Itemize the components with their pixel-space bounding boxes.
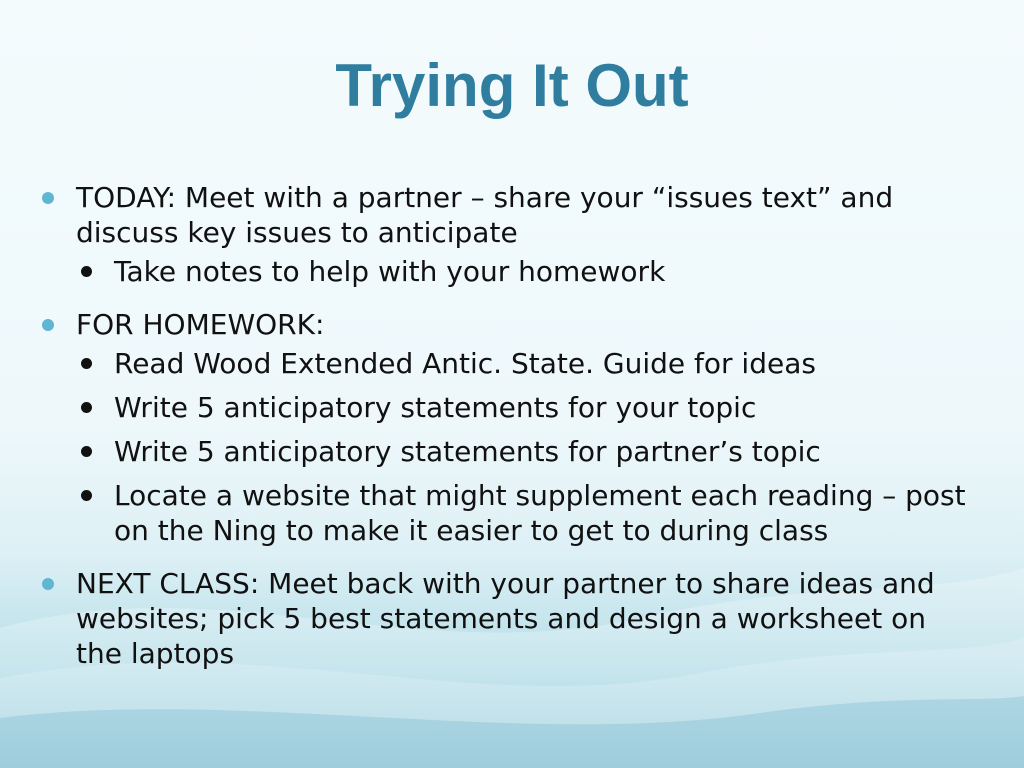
slide-title: Trying It Out [335, 52, 689, 119]
bullet-dot-icon [42, 578, 54, 590]
sub-bullet-item [76, 254, 980, 289]
slide-body [40, 180, 980, 689]
bullet-dot-icon [42, 319, 54, 331]
bullet-homework [40, 307, 980, 548]
sub-bullet-text: Write 5 anticipatory statements for partner’s topic [114, 435, 821, 468]
sub-bullet-dot-icon [81, 266, 92, 277]
sub-bullet-text: Read Wood Extended Antic. State. Guide for ideas [114, 347, 816, 380]
sub-bullet-dot-icon [81, 402, 92, 413]
sub-bullet-dot-icon [81, 446, 92, 457]
sub-bullet-text: Take notes to help with your homework [114, 255, 666, 288]
sub-bullet-dot-icon [81, 490, 92, 501]
bullet-next-class [40, 566, 980, 671]
sub-bullet-text: Write 5 anticipatory statements for your topic [114, 391, 757, 424]
sub-bullet-text: Locate a website that might supplement each reading – post on the Ning to make it easier to get to during class [114, 479, 966, 547]
bullet-text: FOR HOMEWORK: [76, 308, 325, 341]
bullet-text: NEXT CLASS: Meet back with your partner to share ideas and websites; pick 5 best statements and design a worksheet on the laptops [76, 567, 935, 670]
sub-bullet-item [76, 434, 980, 469]
bullet-text: TODAY: Meet with a partner – share your “issues text” and discuss key issues to anticipate [76, 181, 894, 249]
sub-bullet-dot-icon [81, 358, 92, 369]
bullet-dot-icon [42, 192, 54, 204]
bullet-today [40, 180, 980, 289]
sub-bullet-item [76, 478, 980, 548]
sub-bullet-list [76, 346, 980, 548]
sub-bullet-item [76, 390, 980, 425]
sub-bullet-item [76, 346, 980, 381]
sub-bullet-list [76, 254, 980, 289]
bullet-list [40, 180, 980, 671]
